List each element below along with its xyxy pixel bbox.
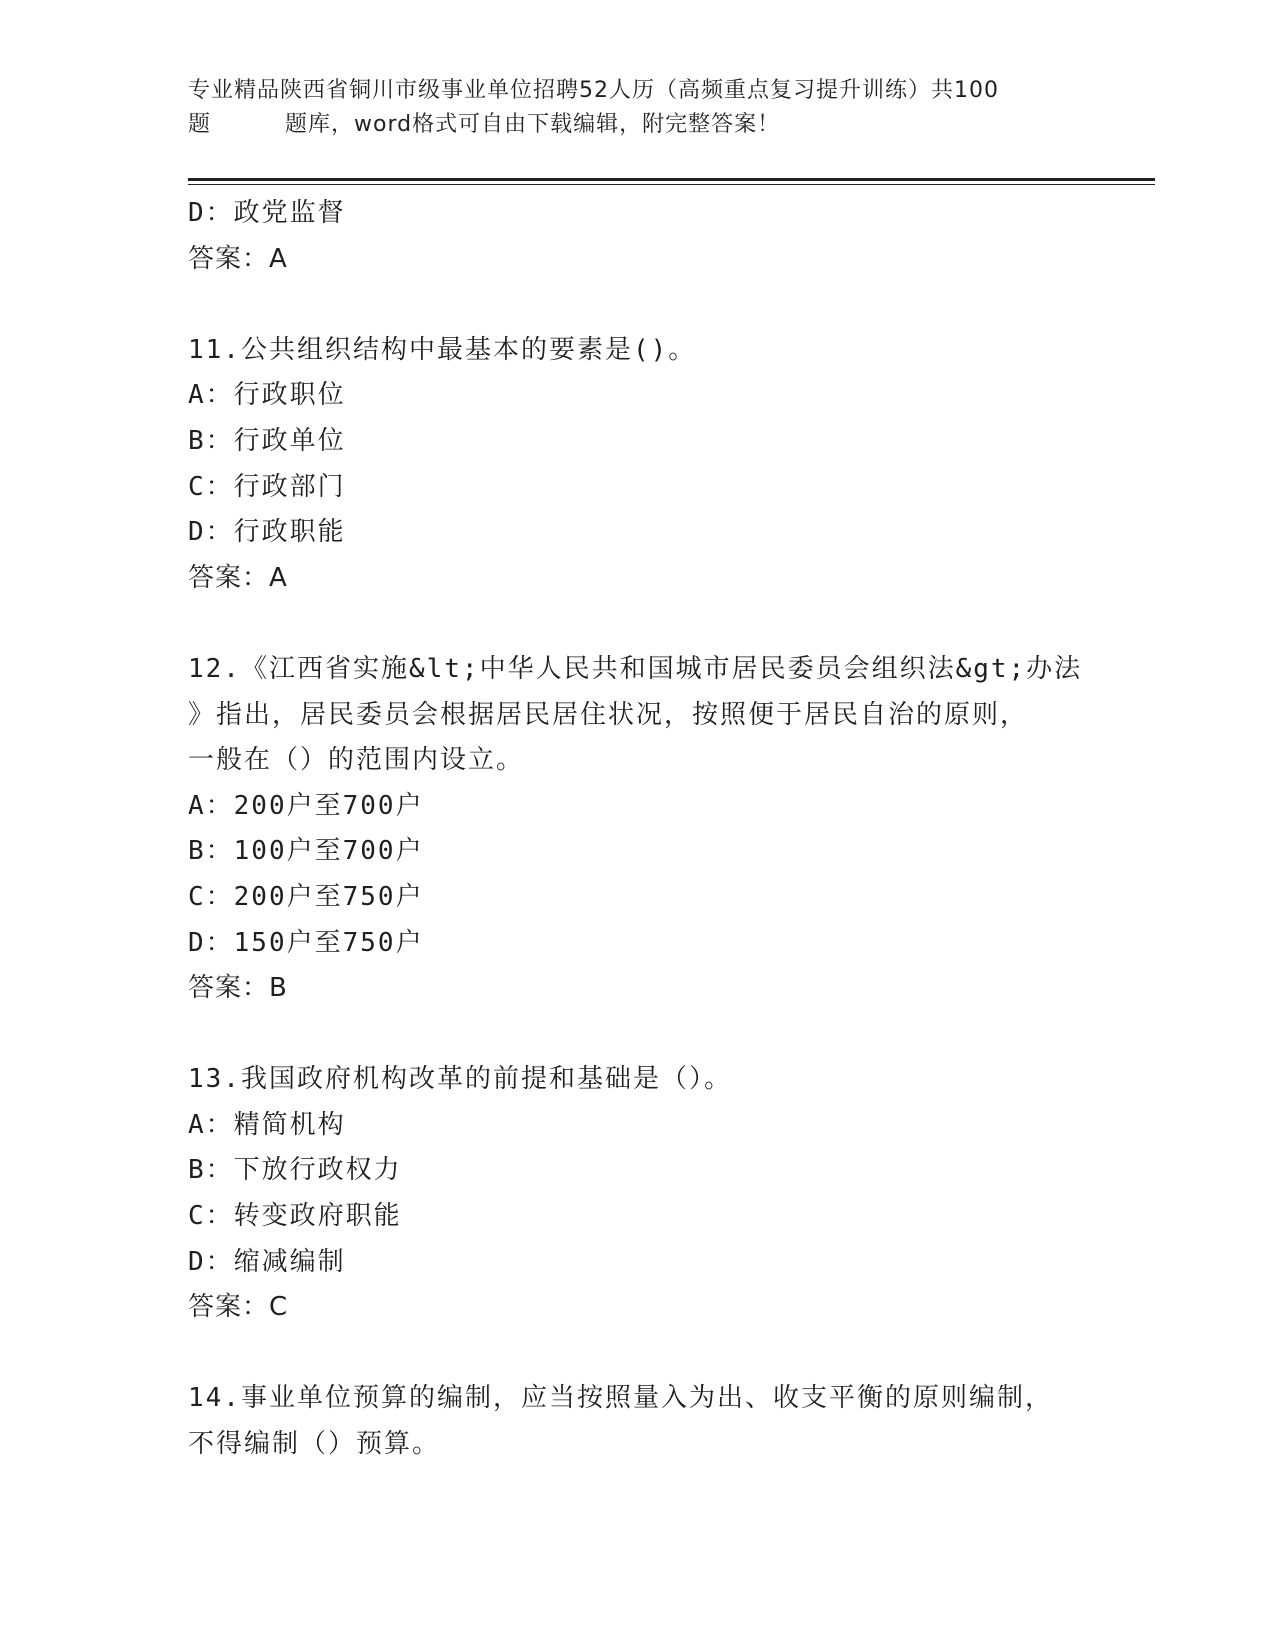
question-text-line: 12.《江西省实施&lt;中华人民共和国城市居民委员会组织法&gt;办法 xyxy=(188,653,1083,684)
question-text-line: 一般在（）的范围内设立。 xyxy=(188,745,525,776)
header-title-line-2-right: 题库，word格式可自由下载编辑，附完整答案！ xyxy=(285,112,781,137)
question-text-line: 13.我国政府机构改革的前提和基础是（）。 xyxy=(188,1064,732,1095)
answer-line: 答案：A xyxy=(188,562,288,593)
question-list xyxy=(188,191,1088,1468)
header-divider-thin xyxy=(188,184,1155,185)
option-line: B：行政单位 xyxy=(188,425,346,456)
question-text-line: 11.公共组织结构中最基本的要素是()。 xyxy=(188,334,697,365)
header-title-line-2-left: 题 xyxy=(188,112,212,137)
spacer xyxy=(188,601,1088,647)
spacer xyxy=(188,1012,1088,1058)
option-line: A：行政职位 xyxy=(188,380,346,411)
header-title-line-2 xyxy=(188,108,1068,142)
question-text-line: 不得编制（）预算。 xyxy=(188,1429,441,1460)
option-line: D：150户至750户 xyxy=(188,927,424,958)
option-line: C：行政部门 xyxy=(188,471,346,502)
option-line: D：政党监督 xyxy=(188,198,346,228)
option-line: C：200户至750户 xyxy=(188,881,424,912)
option-line: A：200户至700户 xyxy=(188,790,424,821)
question-text-line: 》指出，居民委员会根据居民居住状况，按照便于居民自治的原则， xyxy=(188,699,1029,730)
spacer xyxy=(188,282,1088,328)
option-line: D：行政职能 xyxy=(188,517,346,548)
option-line: B：下放行政权力 xyxy=(188,1155,402,1186)
answer-line: 答案：A xyxy=(188,243,288,274)
spacer xyxy=(188,1331,1088,1377)
answer-line: 答案：B xyxy=(188,973,288,1004)
option-line: C：转变政府职能 xyxy=(188,1201,402,1232)
option-line: A：精简机构 xyxy=(188,1109,346,1140)
answer-line: 答案：C xyxy=(188,1292,289,1323)
question-text-line: 14.事业单位预算的编制，应当按照量入为出、收支平衡的原则编制， xyxy=(188,1383,1053,1414)
header-title-line-1: 专业精品陕西省铜川市级事业单位招聘52人历（高频重点复习提升训练）共100 xyxy=(188,78,999,103)
header-divider-thick xyxy=(188,178,1155,181)
page-header xyxy=(188,74,1068,142)
option-line: B：100户至700户 xyxy=(188,836,424,867)
option-line: D：缩减编制 xyxy=(188,1246,346,1277)
